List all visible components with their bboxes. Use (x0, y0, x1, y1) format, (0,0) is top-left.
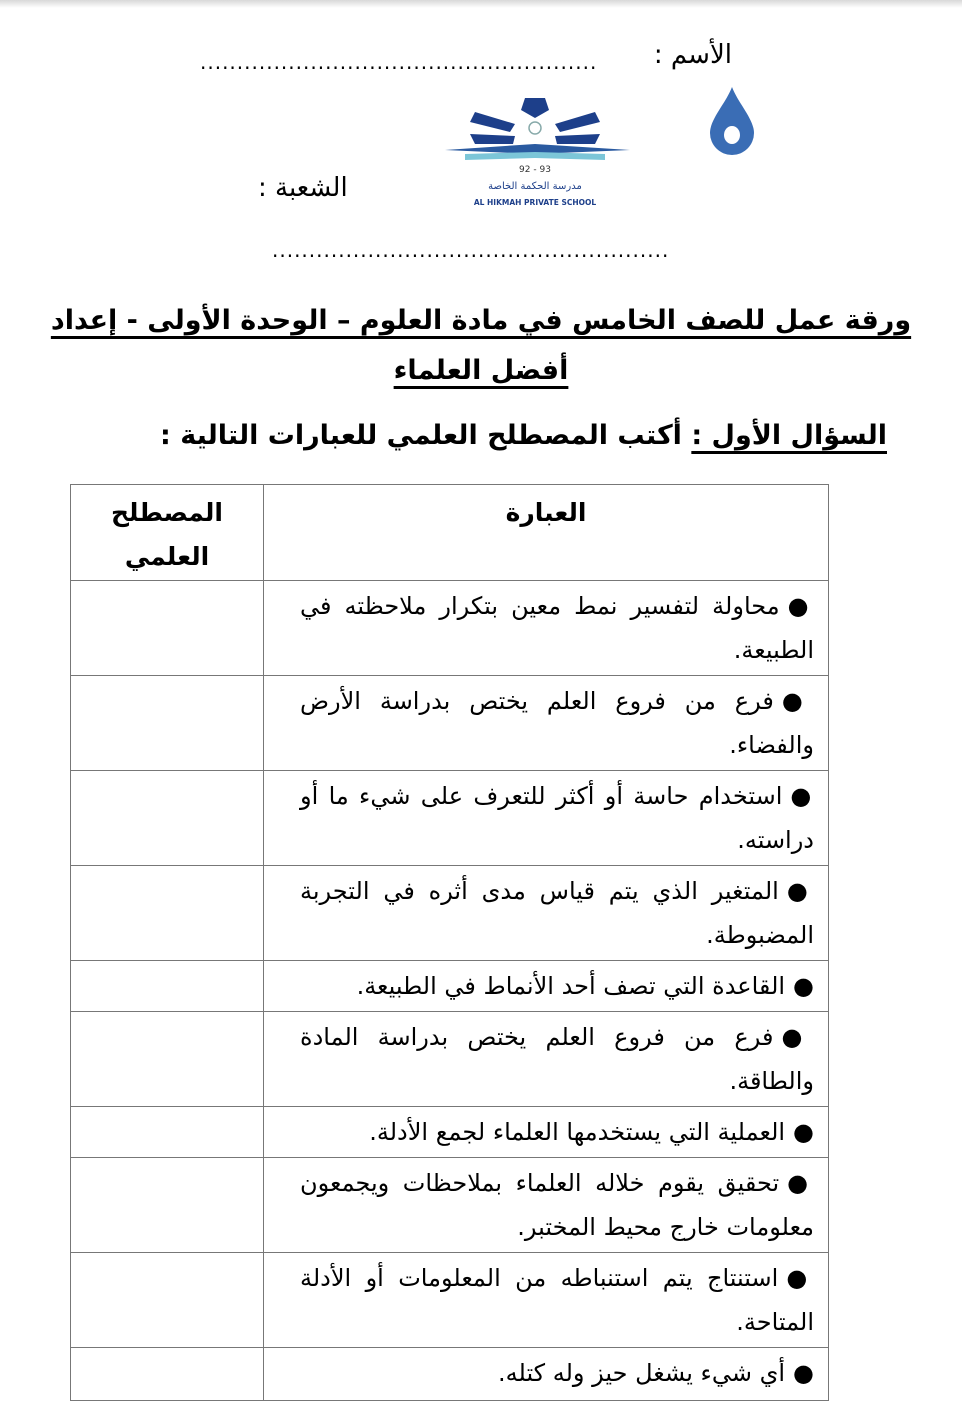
term-answer-cell[interactable] (71, 866, 264, 961)
statement-cell (264, 1348, 829, 1401)
table-row (71, 676, 829, 771)
table-row (71, 866, 829, 961)
table-header-row (71, 485, 829, 581)
header-term: المصطلح العلمي (71, 485, 264, 581)
statement-cell (264, 1158, 829, 1253)
terms-table (70, 484, 829, 1401)
question-label: السؤال الأول : (691, 420, 887, 451)
bullet-icon: ● (790, 782, 814, 810)
section-field[interactable]: ...................................................... (272, 238, 670, 262)
section-label: الشعبة : (258, 173, 348, 203)
top-edge (0, 0, 962, 8)
table-row (71, 771, 829, 866)
water-drop-icon (708, 85, 756, 157)
header-statement: العبارة (264, 485, 829, 581)
worksheet-title (40, 296, 922, 396)
statement-text: أي شيء يشغل حيز وله كتله. (498, 1359, 786, 1387)
name-field[interactable]: ...................................................... (200, 50, 598, 74)
bullet-icon: ● (781, 1023, 814, 1051)
statement-text: فرع من فروع العلم يختص بدراسة الأرض والفضاء. (300, 687, 814, 759)
term-answer-cell[interactable] (71, 1253, 264, 1348)
statement-cell (264, 1253, 829, 1348)
bullet-icon: ● (787, 592, 814, 620)
term-answer-cell[interactable] (71, 1158, 264, 1253)
statement-cell (264, 866, 829, 961)
term-answer-cell[interactable] (71, 771, 264, 866)
bullet-icon: ● (793, 1359, 814, 1387)
table-row (71, 1158, 829, 1253)
statement-text: القاعدة التي تصف أحد الأنماط في الطبيعة. (356, 972, 786, 1000)
logo-arabic-name: مدرسة الحكمة الخاصة (488, 181, 582, 192)
title-line-1: ورقة عمل للصف الخامس في مادة العلوم – الوحدة الأولى - إعداد (50, 305, 912, 336)
statement-text: المتغير الذي يتم قياس مدى أثره في التجربة المضبوطة. (300, 877, 814, 949)
worksheet-body (40, 296, 922, 1401)
term-answer-cell[interactable] (71, 1107, 264, 1158)
statement-cell (264, 961, 829, 1012)
logo-english-name: AL HIKMAH PRIVATE SCHOOL (473, 198, 597, 207)
table-row (71, 961, 829, 1012)
statement-text: فرع من فروع العلم يختص بدراسة المادة والطاقة. (300, 1023, 814, 1095)
term-answer-cell[interactable] (71, 581, 264, 676)
bullet-icon: ● (781, 687, 814, 715)
table-row (71, 1348, 829, 1401)
bullet-icon: ● (793, 972, 814, 1000)
statement-text: استنتاج يتم استنباطه من المعلومات أو الأدلة المتاحة. (300, 1264, 814, 1336)
statement-cell (264, 581, 829, 676)
name-label: الأسم : (653, 40, 732, 70)
statement-cell (264, 1012, 829, 1107)
term-answer-cell[interactable] (71, 961, 264, 1012)
table-row (71, 1012, 829, 1107)
table-row (71, 1107, 829, 1158)
statement-text: العملية التي يستخدمها العلماء لجمع الأدلة. (369, 1118, 786, 1146)
term-answer-cell[interactable] (71, 1012, 264, 1107)
statement-text: تحقيق يقوم خلاله العلماء بملاحظات ويجمعون معلومات خارج محيط المختبر. (300, 1169, 814, 1241)
statement-cell (264, 1107, 829, 1158)
bullet-icon: ● (786, 877, 814, 905)
table-row (71, 581, 829, 676)
term-answer-cell[interactable] (71, 676, 264, 771)
statement-cell (264, 771, 829, 866)
statement-text: استخدام حاسة أو أكثر للتعرف على شيء ما أو دراسته. (300, 782, 814, 854)
term-answer-cell[interactable] (71, 1348, 264, 1401)
bullet-icon: ● (787, 1169, 814, 1197)
bullet-icon: ● (786, 1264, 814, 1292)
school-logo (415, 94, 655, 210)
table-row (71, 1253, 829, 1348)
statement-cell (264, 676, 829, 771)
bullet-icon: ● (793, 1118, 814, 1146)
statement-text: محاولة لتفسير نمط معين بتكرار ملاحظته في الطبيعة. (300, 592, 814, 664)
question-heading (40, 414, 922, 458)
question-text: أكتب المصطلح العلمي للعبارات التالية : (160, 420, 692, 451)
title-line-2: أفضل العلماء (393, 355, 569, 386)
logo-year: 93 - 92 (519, 165, 551, 175)
